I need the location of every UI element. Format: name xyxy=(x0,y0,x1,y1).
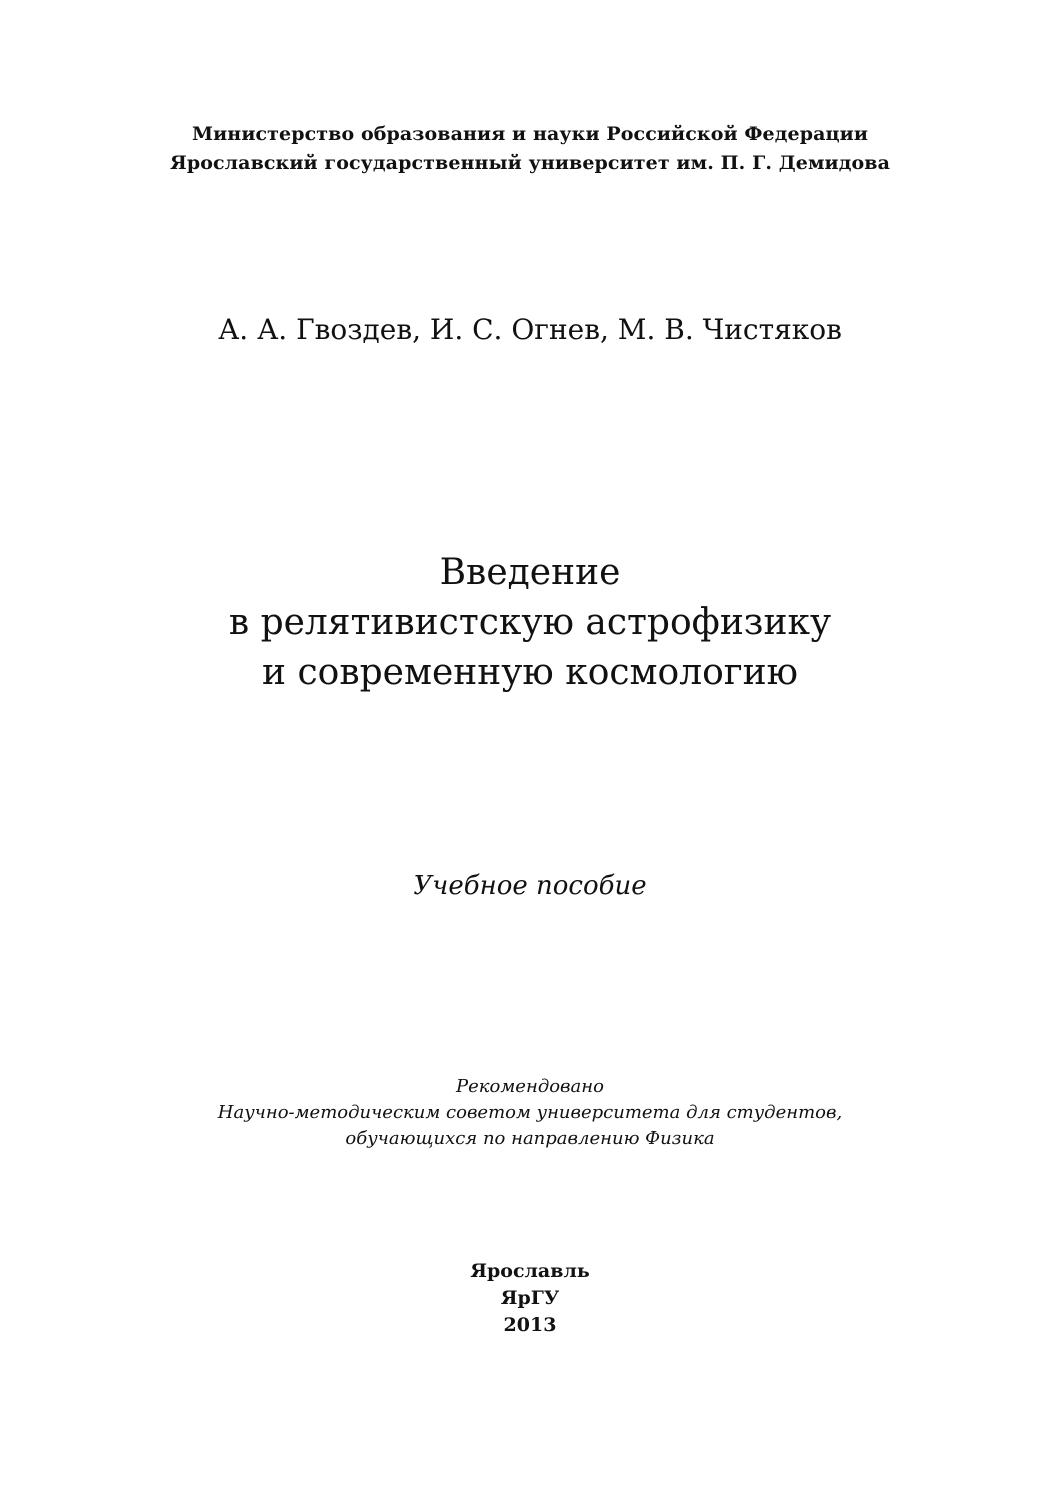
university-line: Ярославский государственный университет им. П. Г. Демидова xyxy=(169,152,890,174)
book-title xyxy=(0,548,1060,698)
recommendation-line-2: Научно-методическим советом университета для студентов, xyxy=(217,1102,843,1123)
imprint-year: 2013 xyxy=(503,1314,557,1336)
ministry-line: Министерство образования и науки Российской Федерации xyxy=(191,123,869,145)
imprint-publisher: ЯрГУ xyxy=(500,1287,560,1309)
subtitle-line: Учебное пособие xyxy=(413,871,647,901)
recommendation-line-1: Рекомендовано xyxy=(456,1076,604,1097)
institution-header xyxy=(0,120,1060,178)
book-subtitle xyxy=(0,868,1060,904)
recommendation xyxy=(0,1074,1060,1152)
authors xyxy=(0,310,1060,350)
imprint-city: Ярославль xyxy=(470,1260,590,1282)
title-line-3: и современную космологию xyxy=(262,652,798,693)
imprint xyxy=(0,1258,1060,1339)
title-line-1: Введение xyxy=(439,552,621,593)
recommendation-line-3: обучающихся по направлению Физика xyxy=(345,1128,715,1149)
authors-line: А. А. Гвоздев, И. С. Огнев, М. В. Чистяков xyxy=(218,313,842,346)
title-line-2: в релятивистскую астрофизику xyxy=(228,602,832,643)
